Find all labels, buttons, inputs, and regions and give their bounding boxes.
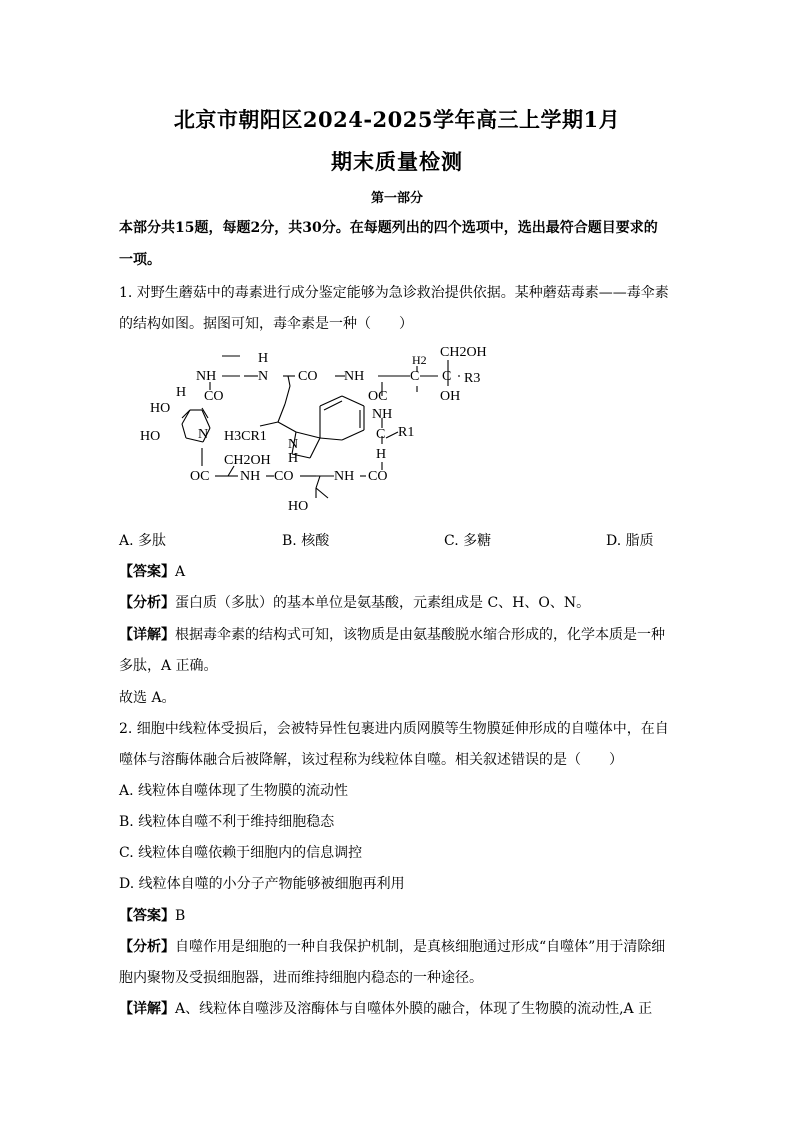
structure-label: H3CR1 <box>224 429 267 444</box>
structure-label: H <box>288 451 299 466</box>
structure-label: CO <box>368 469 388 484</box>
analysis-text: 自噬作用是细胞的一种自我保护机制，是真核细胞通过形成“自噬体”用于清除细 <box>175 939 666 955</box>
detail-text: 根据毒伞素的结构式可知，该物质是由氨基酸脱水缩合形成的，化学本质是一种 <box>175 627 665 643</box>
q1-option-a: A. 多肽 <box>119 533 167 549</box>
q2-option-b: B. 线粒体自噬不利于维持细胞稳态 <box>119 814 335 830</box>
q1-answer <box>119 561 679 581</box>
structure-label: HO <box>150 401 171 416</box>
structure-label: NH <box>372 407 393 422</box>
structure-label: N <box>288 437 299 452</box>
structure-label: HO <box>288 499 309 514</box>
answer-tag: 【答案】 <box>119 564 175 580</box>
section-heading: 第一部分 <box>370 191 423 206</box>
structure-label: C <box>442 369 452 384</box>
structure-label: OC <box>368 389 388 404</box>
q1-detail-line-2: 多肽，A 正确。 <box>119 658 218 674</box>
structure-label: CH2OH <box>224 453 271 468</box>
q1-analysis <box>119 592 679 612</box>
analysis-tag: 【分析】 <box>119 939 175 955</box>
title-line-2: 期末质量检测 <box>331 149 463 174</box>
structure-label: R1 <box>398 425 415 440</box>
answer-value: B <box>175 908 186 924</box>
structure-label: NH <box>344 369 365 384</box>
q2-option-d: D. 线粒体自噬的小分子产物能够被细胞再利用 <box>119 876 405 892</box>
structure-label: CO <box>204 389 224 404</box>
q2-detail-line-1 <box>119 998 679 1018</box>
amatoxin-structure-diagram <box>120 338 520 518</box>
title-line-1: 北京市朝阳区2024-2025学年高三上学期1月 <box>173 107 621 132</box>
structure-label: CO <box>274 469 294 484</box>
structure-label: HO <box>140 429 161 444</box>
analysis-tag: 【分析】 <box>119 595 175 611</box>
structure-label: C <box>410 369 420 384</box>
structure-label: OC <box>190 469 210 484</box>
q1-option-c: C. 多糖 <box>444 533 492 549</box>
q1-option-b: B. 核酸 <box>282 533 330 549</box>
structure-label: NH <box>240 469 261 484</box>
answer-value: A <box>175 564 186 580</box>
q2-stem-line-2: 噬体与溶酶体融合后被降解，该过程称为线粒体自噬。相关叙述错误的是（ ） <box>119 752 623 768</box>
q2-analysis-line-2: 胞内聚物及受损细胞器，进而维持细胞内稳态的一种途径。 <box>119 970 483 986</box>
q1-stem-line-2: 的结构如图。据图可知，毒伞素是一种（ ） <box>119 316 413 332</box>
q2-option-c: C. 线粒体自噬依赖于细胞内的信息调控 <box>119 845 363 861</box>
detail-text: A、线粒体自噬涉及溶酶体与自噬体外膜的融合，体现了生物膜的流动性,A 正 <box>175 1001 653 1017</box>
detail-tag: 【详解】 <box>119 1001 175 1017</box>
analysis-text: 蛋白质（多肽）的基本单位是氨基酸，元素组成是 C、H、O、N。 <box>175 595 591 611</box>
structure-label: H <box>176 385 187 400</box>
structure-label: H <box>258 351 269 366</box>
structure-label: NH <box>196 369 217 384</box>
structure-label: NH <box>334 469 355 484</box>
q2-analysis-line-1 <box>119 936 679 956</box>
structure-label: CO <box>298 369 318 384</box>
structure-label: H <box>376 447 387 462</box>
detail-tag: 【详解】 <box>119 627 175 643</box>
structure-label: N <box>198 427 209 442</box>
q2-answer <box>119 905 679 925</box>
structure-label: OH <box>440 389 461 404</box>
q1-option-d: D. 脂质 <box>606 533 654 549</box>
structure-label: CH2OH <box>440 345 487 360</box>
intro-line-1: 本部分共15题，每题2分，共30分。在每题列出的四个选项中，选出最符合题目要求的 <box>119 220 658 236</box>
q1-stem-line-1: 1. 对野生蘑菇中的毒素进行成分鉴定能够为急诊救治提供依据。某种蘑菇毒素——毒伞素 <box>119 285 669 301</box>
q2-option-a: A. 线粒体自噬体现了生物膜的流动性 <box>119 783 349 799</box>
structure-label: N <box>258 369 269 384</box>
q2-stem-line-1: 2. 细胞中线粒体受损后，会被特异性包裹进内质网膜等生物膜延伸形成的自噬体中，在自 <box>119 721 669 737</box>
answer-tag: 【答案】 <box>119 908 175 924</box>
intro-line-2: 一项。 <box>119 252 161 268</box>
q1-detail-line-1 <box>119 624 679 644</box>
structure-label: R3 <box>464 371 481 386</box>
structure-label: H2 <box>412 353 427 367</box>
structure-label: C <box>376 427 386 442</box>
q1-conclusion: 故选 A。 <box>119 690 176 706</box>
